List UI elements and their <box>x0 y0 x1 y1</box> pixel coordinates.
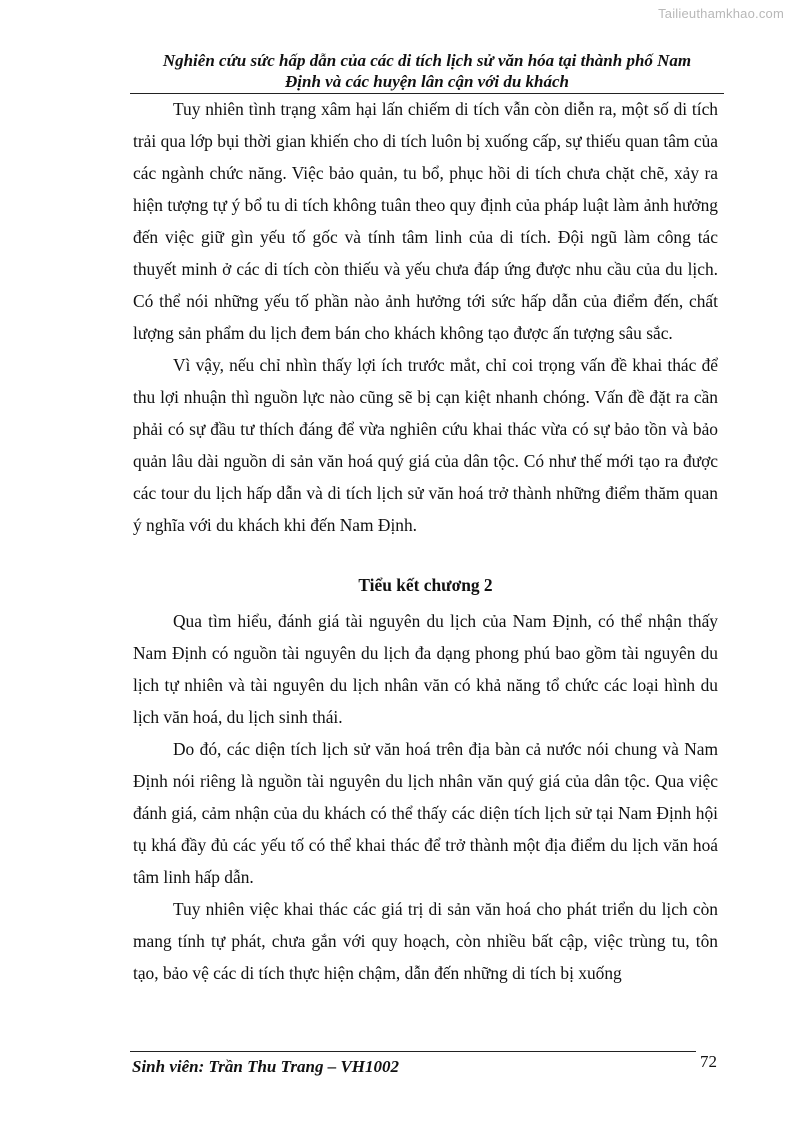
page-number: 72 <box>700 1052 717 1071</box>
paragraph: Do đó, các diện tích lịch sử văn hoá trên địa bàn cả nước nói chung và Nam Định nói riêng là nguồn tài nguyên du lịch nhân văn quý giá của dân tộc. Qua việc đánh giá, cảm nhận của du khách có thể thấy các diện tích lịch sử tại Nam Định hội tụ khá đầy đủ các yếu tố có thể khai thác để trở thành một địa điểm du lịch văn hoá tâm linh hấp dẫn. <box>133 739 718 887</box>
section-title: Tiểu kết chương 2 <box>358 575 493 595</box>
document-body <box>133 93 718 989</box>
footer-divider <box>130 1051 696 1052</box>
paragraph: Vì vậy, nếu chỉ nhìn thấy lợi ích trước mắt, chỉ coi trọng vấn đề khai thác để thu lợi nhuận thì nguồn lực nào cũng sẽ bị cạn kiệt nhanh chóng. Vấn đề đặt ra cần phải có sự đầu tư thích đáng để vừa nghiên cứu khai thác vừa có sự bảo tồn và bảo quản lâu dài nguồn di sản văn hoá quý giá của dân tộc. Có như thế mới tạo ra được các tour du lịch hấp dẫn và di tích lịch sử văn hoá trở thành những điểm thăm quan ý nghĩa với du khách khi đến Nam Định. <box>133 355 718 535</box>
paragraph: Tuy nhiên tình trạng xâm hại lấn chiếm di tích vẫn còn diễn ra, một số di tích trải qua lớp bụi thời gian khiến cho di tích luôn bị xuống cấp, sự thiếu quan tâm của các ngành chức năng. Việc bảo quản, tu bổ, phục hồi di tích chưa chặt chẽ, xảy ra hiện tượng tự ý bổ tu di tích không tuân theo quy định của pháp luật làm ảnh hưởng đến việc giữ gìn yếu tố gốc và tính tâm linh của di tích. Đội ngũ làm công tác thuyết minh ở các di tích còn thiếu và yếu chưa đáp ứng được nhu cầu của du lịch. Có thể nói những yếu tố phần nào ảnh hưởng tới sức hấp dẫn của điểm đến, chất lượng sản phẩm du lịch đem bán cho khách không tạo được ấn tượng sâu sắc. <box>133 99 718 343</box>
header-title-line-2: Định và các huyện lân cận với du khách <box>285 72 569 91</box>
paragraph: Tuy nhiên việc khai thác các giá trị di sản văn hoá cho phát triển du lịch còn mang tính tự phát, chưa gắn với quy hoạch, còn nhiều bất cập, việc trùng tu, tôn tạo, bảo vệ các di tích thực hiện chậm, dẫn đến những di tích bị xuống <box>133 899 718 983</box>
running-header <box>110 50 744 92</box>
footer-author: Sinh viên: Trần Thu Trang – VH1002 <box>132 1057 400 1076</box>
paragraph: Qua tìm hiểu, đánh giá tài nguyên du lịch của Nam Định, có thể nhận thấy Nam Định có nguồn tài nguyên du lịch đa dạng phong phú bao gồm tài nguyên du lịch tự nhiên và tài nguyên du lịch nhân văn có khả năng tổ chức các loại hình du lịch văn hoá, du lịch sinh thái. <box>133 611 718 727</box>
header-title-line-1: Nghiên cứu sức hấp dẫn của các di tích lịch sử văn hóa tại thành phố Nam <box>162 51 692 70</box>
watermark: Tailieuthamkhao.com <box>658 6 784 21</box>
